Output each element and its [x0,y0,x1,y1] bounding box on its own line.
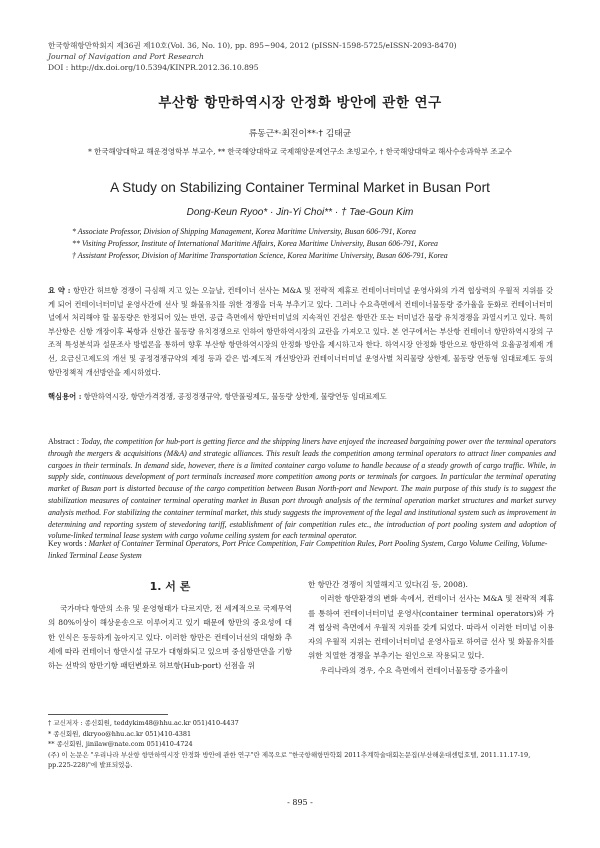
body-paragraph: 이러한 항만환경의 변화 속에서, 컨테이너 선사는 M&A 및 전략적 제휴를 통하여 컨테이너터미널 운영사(container terminal operators)와 가격 협상력 측면에서 우월적 지위를 갖게 되었다. 따라서 이러한 터미널 이용자의 우월적 지위는 컨테이너터미널 운영사들로 하여금 선사 및 화물유치를 위한 치열한 경쟁을 부추기는 원인으로 작용되고 있다. [308,594,554,661]
journal-citation: 한국항해항만학회지 제36권 제10호(Vol. 36, No. 10), pp. 895~904, 2012 (pISSN-1598-5725/eISSN-2093-8470) [48,41,457,50]
authors-korean: 류동근*·최진이**·† 김태균 [248,129,352,139]
affiliation-line: * Associate Professor, Division of Shipping Management, Korea Maritime University, Busan 606-791, Korea [72,227,416,236]
body-column-right [308,578,554,678]
footnote-author: * 종신회원, dkryoo@hhu.ac.kr 051)410-4381 [48,729,192,738]
affiliations-korean: * 한국해양대학교 해운경영학부 부교수, ** 한국해양대학교 국제해양문제연구소 초빙교수, † 한국해양대학교 해사수송과학부 조교수 [88,147,512,156]
body-column-left [48,602,292,673]
abstract-korean-text: 항만간 허브항 경쟁이 극심해 지고 있는 오늘날, 컨테이너 선사는 M&A 및 전략적 제휴로 컨테이너터미널 운영사와의 가격 협상력의 우월적 지위를 갖게 되어 컨테이너터미널 운영사간에 선사 및 화물유치를 위한 경쟁을 더욱 부추기고 있다. 그러나 수요측면에서 컨테이너물동량 증가율을 둔화로 컨테이너터미널에서 처리해야 할 물동량은 한정되어 있는 반면, 공급 측면에서 항만터미널의 지속적인 건설은 항만간 또는 터미널간 물량 유치경쟁을 과열시키고 있다. 특히 부산항은 신항 개장이후 북항과 신항간 물동량 유치경쟁으로 인하여 항만하역시장의 교란을 가져오고 있다. 본 연구에서는 부산항 컨테이너 항만하역시장의 구조적 특성분석과 설문조사 방법론을 통하여 향후 부산항 항만하역시장의 안정화 방안을 제시하고자 한다. 하역시장 안정화 방안으로 항만하역 요율공정제재 개선, 요금신고제도의 개선 및 공정경쟁규약의 제정 등과 같은 법·제도적 개선방안과 컨테이너터미널 운영사별 처리물량 상한제, 물동량 연동형 임대료제도 등의 항만정책적 개선방안을 제시하였다. [48,286,553,377]
paper-title-korean: 부산항 항만하역시장 안정화 방안에 관한 연구 [158,95,442,111]
keywords-english-text: Market of Container Terminal Operators, Port Price Competition, Fair Competition Rules, Port Pooling System, Cargo Volume Ceiling, Volume-linked Terminal Lease System [48,539,548,560]
abstract-korean [48,284,553,379]
affiliation-line: † Assistant Professor, Division of Maritime Transportation Science, Korea Maritime University, Busan 606-791, Korea [72,251,448,261]
affiliations-english [72,226,572,263]
keywords-korean [48,392,553,402]
authors-english: Dong-Keun Ryoo* · Jin-Yi Choi** · † Tae-Goun Kim [186,207,414,218]
footnotes [48,718,558,771]
footnote-divider [48,714,168,715]
body-paragraph: 한 항만간 경쟁이 치열해지고 있다(김 등, 2008). [308,580,468,589]
keywords-english [48,538,556,562]
page-number: - 895 - [287,798,313,807]
abstract-english-label: Abstract : [48,437,80,446]
section-heading-introduction: 1. 서 론 [149,580,191,593]
footnote-author: ** 종신회원, jinilaw@nate.com 051)410-4724 [48,740,193,749]
keywords-korean-text: 항만하역시장, 항만가격경쟁, 공정경쟁규약, 항만풀링제도, 물동량 상한제, 물량연동 임대료제도 [83,392,387,401]
keywords-korean-label: 핵심용어 : [48,392,82,401]
footnote-corresponding-author: † 교신저자 : 종신회원, teddykim48@hhu.ac.kr 051)410-4437 [48,719,239,727]
paper-title-english: A Study on Stabilizing Container Terminal Market in Busan Port [110,180,490,195]
body-paragraph: 우리나라의 경우, 수요 측면에서 컨테이너물동량 증가율이 [320,665,509,675]
journal-header [48,40,568,73]
footnote-note: (주) 이 논문은 "우리나라 부산항 항만하역시장 안정화 방안에 관한 연구"란 제목으로 "한국항해항만학회 2011추계학술대회논문집(부산해운대센텀호텔, 2011.11.17-19, pp.225-228)"에 발표되었음. [48,750,531,770]
journal-name-en: Journal of Navigation and Port Research [48,52,204,61]
doi[interactable]: DOI : http://dx.doi.org/10.5394/KINPR.2012.36.10.895 [48,63,259,72]
body-paragraph: 국가마다 항만의 소유 및 운영형태가 다르지만, 전 세계적으로 국제무역의 80%이상이 해상운송으로 이루어지고 있기 때문에 항만의 중요성에 대한 인식은 동등하게 높아지고 있다. 이러한 항만은 컨테이너선의 대형화 추세에 따라 컨테이너 항만시설 규모가 대형화되고 있으며 중심항만만을 기항하는 선박의 항만기항 패턴변화로 허브항(Hub-port) 선점을 위 [48,604,292,671]
keywords-english-label: Key words : [48,539,87,548]
abstract-english [48,436,556,542]
abstract-korean-label: 요 약 : [48,286,71,295]
affiliation-line: ** Visiting Professor, Institute of International Maritime Affairs, Korea Maritime University, Busan 606-791, Korea [72,239,438,249]
abstract-english-text: Today, the competition for hub-port is getting fierce and the shipping liners have enjoyed the increased bargaining power over the terminal operators through the mergers & acquisitions (M&A) and strategic alliances. This result leads the competition among terminal operators to attract liner companies and cargoes in their terminals. In demand side, however, there is a limited container cargo volume to handle because of a steady growth of cargo traffic. While, in supply side, continuous development of port terminals increased more competition among ports or terminals for cargoes. In particular the terminal operating market of Busan port is distorted because of the cargo competition between Busan North-port and Newport. The main purpose of this study is to suggest the stabilization measures of container terminal operating market in Busan port through analysis of the terminal operation market structures and market survey analysis method. For stabilizing the container terminal market, this study suggests the improvement of the legal and institutional system such as improvement in determining and reporting system of stevedoring tariff, establishment of fair competition rules etc., the introduction of port pooling system and adoption of volume-linked terminal lease system with cargo volume ceiling system for each terminal operator. [48,437,556,541]
